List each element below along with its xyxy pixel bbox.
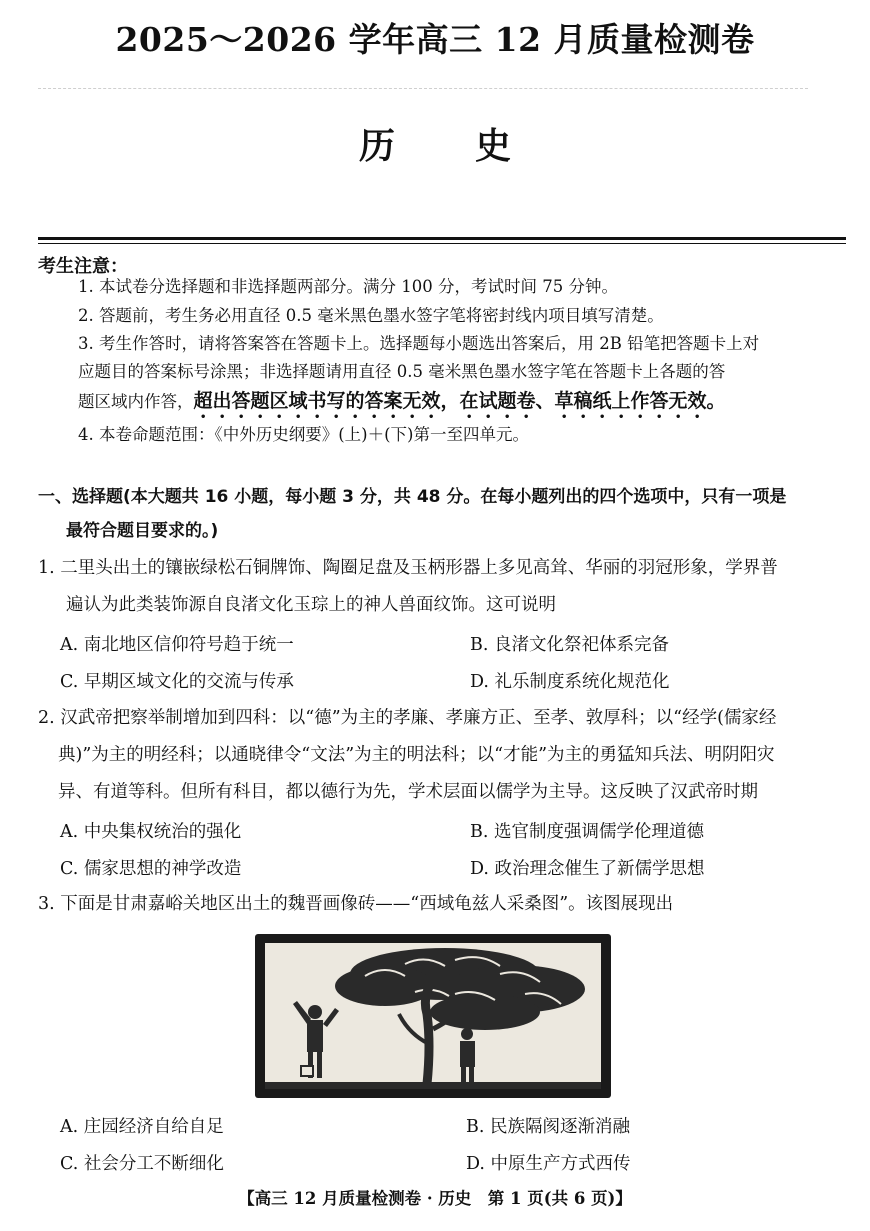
exam-title: 2025～2026 学年高三 12 月质量检测卷 <box>115 20 755 59</box>
question-1-option-b[interactable]: B. 良渚文化祭祀体系完备 <box>470 635 669 655</box>
question-2-option-d[interactable]: D. 政治理念催生了新儒学思想 <box>470 859 705 879</box>
question-2-stem <box>38 700 776 811</box>
section-title <box>38 480 838 548</box>
subject-char-1: 历 <box>358 125 395 167</box>
notice-item-1: 1. 本试卷分选择题和非选择题两部分。满分 100 分，考试时间 75 分钟。 <box>78 277 618 296</box>
question-2-stem-line-1: 2. 汉武帝把察举制增加到四科：以“德”为主的孝廉、孝廉方正、至孝、敦厚科；以“经学(儒家经 <box>38 708 777 728</box>
question-1-option-d[interactable]: D. 礼乐制度系统化规范化 <box>470 672 670 692</box>
question-3-option-a[interactable]: A. 庄园经济自给自足 <box>60 1117 224 1137</box>
question-2-stem-line-3: 异、有道等科。但所有科目，都以德行为先，学术层面以儒学为主导。这反映了汉武帝时期 <box>58 782 758 802</box>
notice-item-3-plain: 题区域内作答， <box>78 392 194 411</box>
section-title-line-1: 一、选择题(本大题共 16 小题，每小题 3 分，共 48 分。在每小题列出的四个选项中，只有一项是 <box>38 487 787 507</box>
header-rule-thin <box>38 243 846 244</box>
notice-item-3-line-2: 应题目的答案标号涂黑；非选择题请用直径 0.5 毫米黑色墨水签字笔在答题卡上各题的答 <box>78 362 726 381</box>
question-2-option-c[interactable]: C. 儒家思想的神学改造 <box>60 859 242 879</box>
header-rule-thick <box>38 237 846 240</box>
notice-item-3-emphasis: 超出答题区域书写的答案无效，在试题卷、草稿纸上作答无效。 <box>193 390 726 412</box>
question-2-option-b[interactable]: B. 选官制度强调儒学伦理道德 <box>470 822 704 842</box>
mulberry-picking-brick-image <box>255 934 611 1098</box>
notice-heading: 考生注意： <box>38 256 128 277</box>
question-3-stem <box>38 886 673 923</box>
question-1-option-c[interactable]: C. 早期区域文化的交流与传承 <box>60 672 294 692</box>
notice-item-4: 4. 本卷命题范围：《中外历史纲要》(上)＋(下)第一至四单元。 <box>78 425 529 444</box>
question-2-stem-line-2: 典)”为主的明经科；以通晓律令“文法”为主的明法科；以“才能”为主的勇猛知兵法、明阴阳灾 <box>58 745 775 765</box>
question-1-stem <box>38 550 778 624</box>
notice-item-2: 2. 答题前，考生务必用直径 0.5 毫米黑色墨水签字笔将密封线内项目填写清楚。 <box>78 306 664 325</box>
notice-item-3-line-3 <box>78 388 726 423</box>
question-1-option-a[interactable]: A. 南北地区信仰符号趋于统一 <box>60 635 294 655</box>
subject-title <box>0 118 870 169</box>
question-1-stem-line-2: 遍认为此类装饰源自良渚文化玉琮上的神人兽面纹饰。这可说明 <box>66 595 556 615</box>
question-3-stem-line-1: 3. 下面是甘肃嘉峪关地区出土的魏晋画像砖——“西域龟兹人采桑图”。该图展现出 <box>38 894 674 914</box>
notice-item-3-line-1: 3. 考生作答时，请将答案答在答题卡上。选择题每小题选出答案后，用 2B 铅笔把答题卡上对 <box>78 334 760 353</box>
section-title-line-2: 最符合题目要求的。) <box>66 521 219 541</box>
subject-char-2: 史 <box>475 125 512 167</box>
question-3-option-b[interactable]: B. 民族隔阂逐渐消融 <box>466 1117 630 1137</box>
question-3-option-d[interactable]: D. 中原生产方式西传 <box>466 1154 631 1174</box>
question-1-stem-line-1: 1. 二里头出土的镶嵌绿松石铜牌饰、陶圈足盘及玉柄形器上多见高耸、华丽的羽冠形象，学界普 <box>38 558 778 578</box>
question-3-option-c[interactable]: C. 社会分工不断细化 <box>60 1154 224 1174</box>
question-2-option-a[interactable]: A. 中央集权统治的强化 <box>60 822 242 842</box>
page-footer: 【高三 12 月质量检测卷 · 历史 第 1 页(共 6 页)】 <box>238 1189 632 1208</box>
